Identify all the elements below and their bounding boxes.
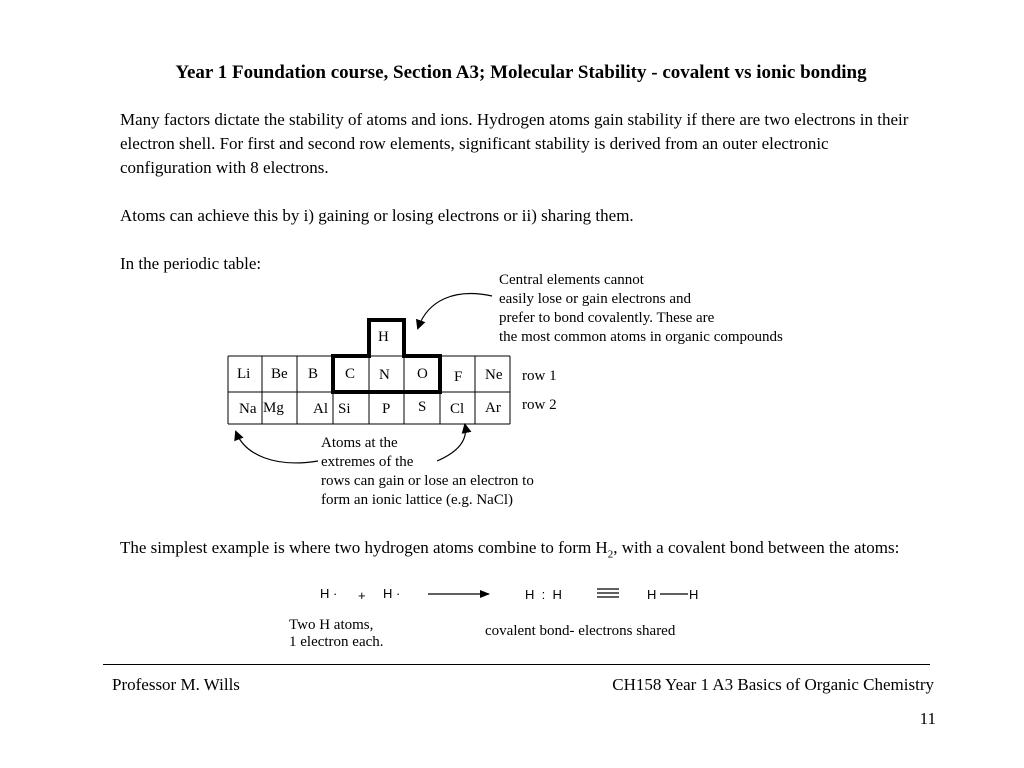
product-caption: covalent bond- electrons shared <box>485 623 676 639</box>
lewis-h2: H : H <box>525 587 562 602</box>
footer-divider <box>103 664 930 665</box>
slide-title: Year 1 Foundation course, Section A3; Molecular Stability - covalent vs ionic bonding <box>175 62 867 83</box>
bond-h-right: H <box>689 587 699 602</box>
element-al: Al <box>313 401 328 417</box>
element-cl: Cl <box>450 401 465 417</box>
row-2-label: row 2 <box>522 397 557 413</box>
central-note-line: Central elements cannot <box>499 272 644 288</box>
central-note-line: prefer to bond covalently. These are <box>499 310 715 326</box>
element-p: P <box>382 401 391 417</box>
element-ne: Ne <box>485 367 503 383</box>
element-c: C <box>345 366 356 382</box>
central-note-line: the most common atoms in organic compounds <box>499 329 783 345</box>
row-1-label: row 1 <box>522 368 557 384</box>
element-s: S <box>418 399 427 415</box>
footer-course: CH158 Year 1 A3 Basics of Organic Chemistry <box>612 675 934 694</box>
footer-author: Professor M. Wills <box>112 675 240 694</box>
element-f: F <box>454 369 463 385</box>
element-mg: Mg <box>263 400 284 416</box>
page-number: 11 <box>919 709 936 728</box>
hydrogen-atom-1: H · <box>320 586 338 601</box>
plus-sign: + <box>358 588 366 603</box>
element-ar: Ar <box>485 400 501 416</box>
extremes-note-line: extremes of the <box>321 454 414 470</box>
element-na: Na <box>239 401 257 417</box>
reactants-caption-line: Two H atoms, <box>289 617 374 633</box>
element-si: Si <box>338 401 351 417</box>
equivalence-symbol <box>597 589 619 597</box>
methods-paragraph: Atoms can achieve this by i) gaining or losing electrons or ii) sharing them. <box>120 206 634 225</box>
element-b: B <box>308 366 319 382</box>
extremes-note-line: Atoms at the <box>321 435 398 451</box>
hydrogen-example-paragraph: The simplest example is where two hydrogen atoms combine to form $H_2$, with a covalent bond between the atoms: <box>120 538 900 561</box>
element-h: H <box>378 329 389 345</box>
bond-h-left: H <box>647 587 657 602</box>
intro-paragraph: Many factors dictate the stability of atoms and ions. Hydrogen atoms gain stability if there are two electrons in their electron shell. For first and second row elements, significant stability is derived from an outer electronic configuration with 8 electrons. <box>120 110 909 177</box>
central-note-line: easily lose or gain electrons and <box>499 291 692 307</box>
extremes-note-line: form an ionic lattice (e.g. NaCl) <box>321 492 514 508</box>
element-li: Li <box>237 366 251 382</box>
element-n: N <box>379 367 390 383</box>
reactants-caption-line: 1 electron each. <box>289 634 384 650</box>
hydrogen-atom-2: H · <box>383 586 401 601</box>
periodic-table-intro: In the periodic table: <box>120 254 262 273</box>
extremes-note-line: rows can gain or lose an electron to <box>321 473 534 489</box>
element-be: Be <box>271 366 288 382</box>
element-o: O <box>417 366 428 382</box>
